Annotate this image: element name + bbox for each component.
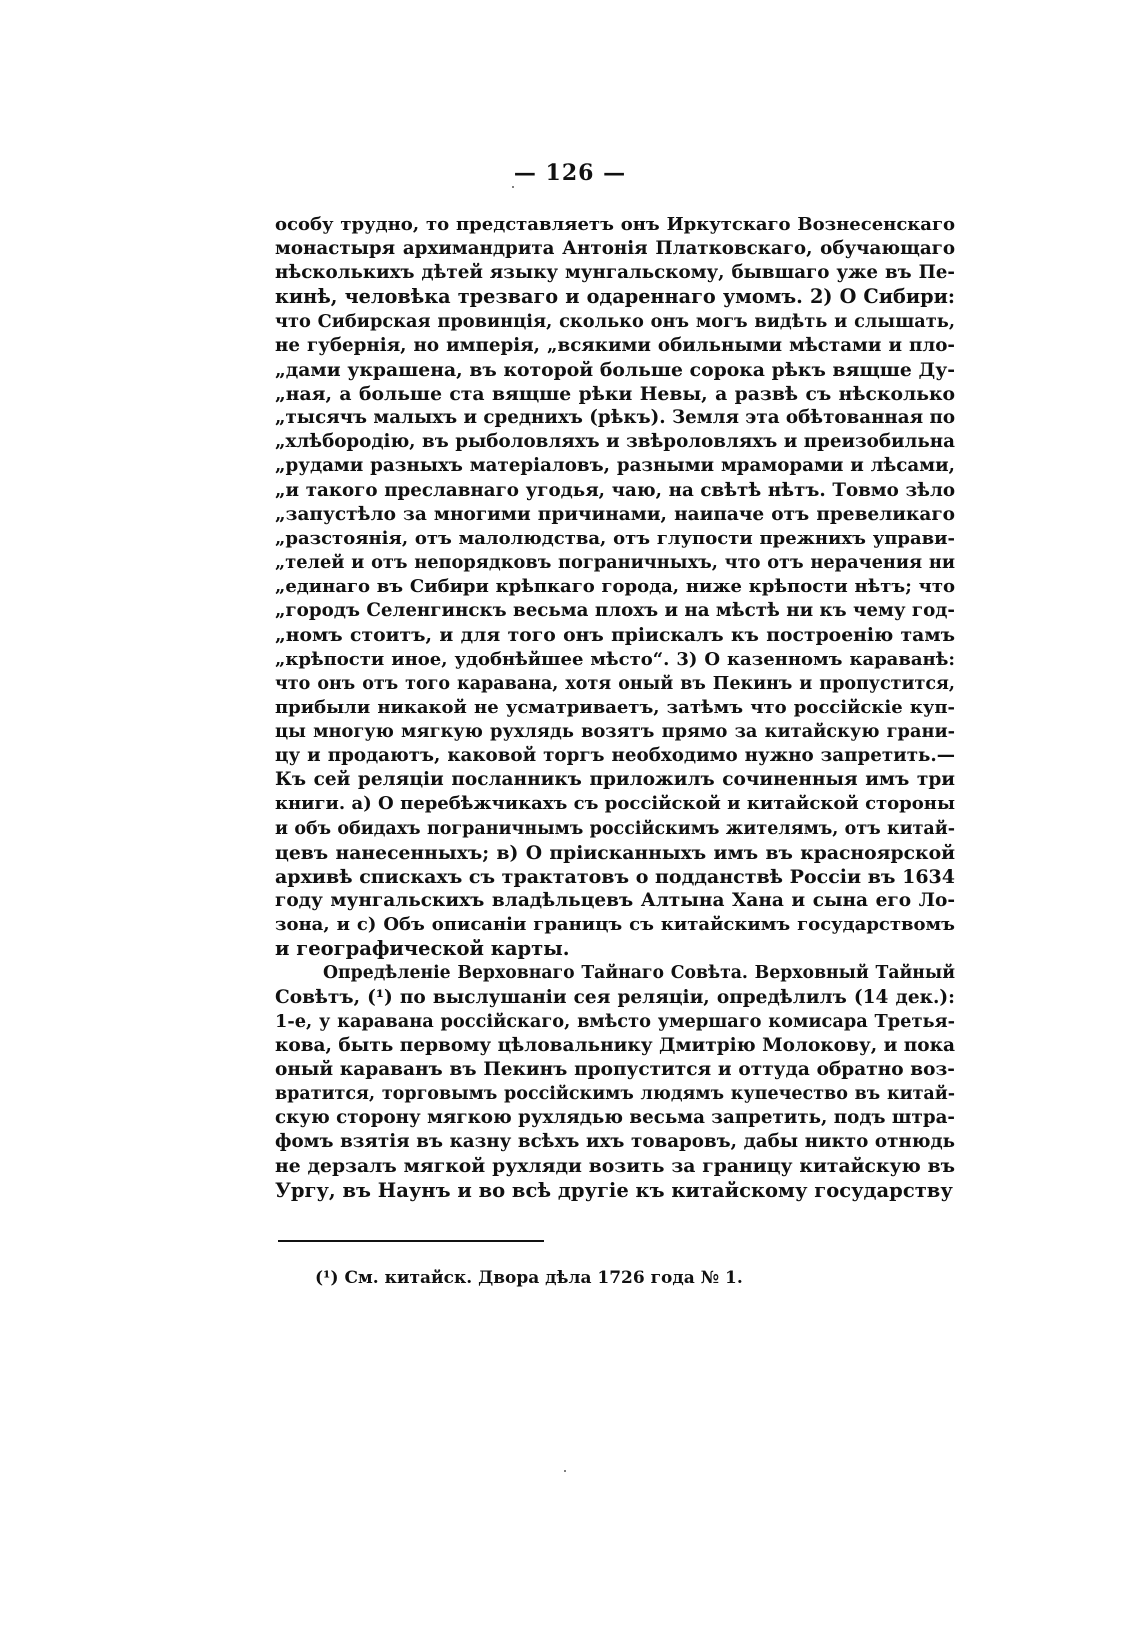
text-line: „тысячъ малыхъ и среднихъ (рѣкъ). Земля эта обѣтованная по bbox=[275, 407, 955, 429]
text-line: 1-е, у каравана россійскаго, вмѣсто умершаго комисара Третья- bbox=[275, 1010, 955, 1032]
footnote: (¹) См. китайск. Двора дѣла 1726 года № 1. bbox=[315, 1268, 743, 1288]
text-line: вратится, торговымъ россійскимъ людямъ купечество въ китай- bbox=[275, 1084, 955, 1105]
text-line: архивѣ спискахъ съ трактатовъ о подданствѣ Россіи въ 1634 bbox=[275, 865, 955, 888]
text-line: цу и продаютъ, каковой торгъ необходимо нужно запретить.— bbox=[275, 745, 955, 767]
text-line: цевъ нанесенныхъ; в) О пріисканныхъ имъ въ красноярской bbox=[275, 841, 955, 864]
text-line: „дами украшена, въ которой больше сорока рѣкъ вящше Ду- bbox=[275, 358, 955, 381]
text-line: и географической карты. bbox=[275, 937, 570, 961]
text-line: „разстоянія, отъ малолюдства, отъ глупости прежнихъ управи- bbox=[275, 527, 955, 549]
text-line: особу трудно, то представляетъ онъ Иркутскаго Вознесенскаго bbox=[275, 214, 955, 235]
text-line: „ная, а больше ста вящше рѣки Невы, а развѣ съ нѣсколько bbox=[275, 382, 955, 405]
scan-speck bbox=[512, 186, 514, 188]
text-line: цы многую мягкую рухлядь возятъ прямо за китайскую грани- bbox=[275, 720, 955, 742]
text-line: не губернія, но имперія, „всякими обильными мѣстами и пло- bbox=[275, 334, 955, 356]
text-line: оный караванъ въ Пекинъ пропустится и оттуда обратно воз- bbox=[275, 1058, 955, 1080]
text-line: „городъ Селенгинскъ весьма плохъ и на мѣстѣ ни къ чему год- bbox=[275, 600, 955, 622]
text-line: зона, и с) Объ описаніи границъ съ китайскимъ государствомъ bbox=[275, 914, 955, 936]
text-line: не дерзалъ мягкой рухляди возить за границу китайскую въ bbox=[275, 1155, 955, 1178]
text-line: нѣсколькихъ дѣтей языку мунгальскому, бывшаго уже въ Пе- bbox=[275, 262, 955, 284]
text-line: году мунгальскихъ владѣльцевъ Алтына Хана и сына его Ло- bbox=[275, 889, 955, 911]
scan-speck bbox=[564, 1470, 566, 1472]
text-line: кова, быть первому цѣловальнику Дмитрію Молокову, и пока bbox=[275, 1034, 955, 1056]
text-line: и объ обидахъ пограничнымъ россійскимъ жителямъ, отъ китай- bbox=[275, 818, 955, 839]
text-line: Къ сей реляціи посланникъ приложилъ сочиненныя имъ три bbox=[275, 769, 955, 791]
text-line: что онъ отъ того каравана, хотя оный въ Пекинъ и пропустится, bbox=[275, 673, 955, 694]
text-line: „номъ стоитъ, и для того онъ пріискалъ къ построенію тамъ bbox=[275, 624, 955, 647]
footnote-rule bbox=[278, 1240, 544, 1242]
text-line: что Сибирская провинція, сколько онъ могъ видѣть и слышать, bbox=[275, 310, 955, 332]
text-line: кинѣ, человѣка трезваго и одареннаго умомъ. 2) О Сибири: bbox=[275, 285, 955, 309]
text-line: „телей и отъ непорядковъ пограничныхъ, что отъ нерачения ни bbox=[275, 551, 955, 573]
text-line: „единаго въ Сибири крѣпкаго города, ниже крѣпости нѣтъ; что bbox=[275, 576, 955, 598]
text-line: Опредѣленіе Верховнаго Тайнаго Совѣта. Верховный Тайный bbox=[323, 963, 955, 984]
text-line: прибыли никакой не усматриваетъ, затѣмъ что россійскіе куп- bbox=[275, 696, 955, 718]
text-line: монастыря архимандрита Антонія Платковскаго, обучающаго bbox=[275, 238, 955, 260]
text-line: „хлѣбородію, въ рыболовляхъ и звѣроловляхъ и преизобильна bbox=[275, 431, 955, 453]
page-number: — 126 — bbox=[513, 160, 627, 186]
text-line: книги. а) О перебѣжчикахъ съ россійской и китайской стороны bbox=[275, 793, 955, 815]
text-line: „крѣпости иное, удобнѣйшее мѣсто“. 3) О казенномъ караванѣ: bbox=[275, 648, 955, 670]
text-line: „рудами разныхъ матеріаловъ, разными мраморами и лѣсами, bbox=[275, 455, 955, 477]
body-text bbox=[275, 213, 955, 1203]
text-line: скую сторону мягкою рухлядью весьма запретить, подъ штра- bbox=[275, 1107, 955, 1129]
text-line: Совѣтъ, (¹) по выслушаніи сея реляціи, опредѣлилъ (14 дек.): bbox=[275, 986, 955, 1008]
text-line: Ургу, въ Наунъ и во всѣ другіе къ китайскому государству bbox=[275, 1178, 953, 1202]
text-line: фомъ взятія въ казну всѣхъ ихъ товаровъ, дабы никто отнюдь bbox=[275, 1131, 955, 1153]
text-line: „запустѣло за многими причинами, наипаче отъ превеликаго bbox=[275, 503, 955, 525]
text-line: „и такого преславнаго угодья, чаю, на свѣтѣ нѣтъ. Товмо зѣло bbox=[275, 479, 955, 501]
